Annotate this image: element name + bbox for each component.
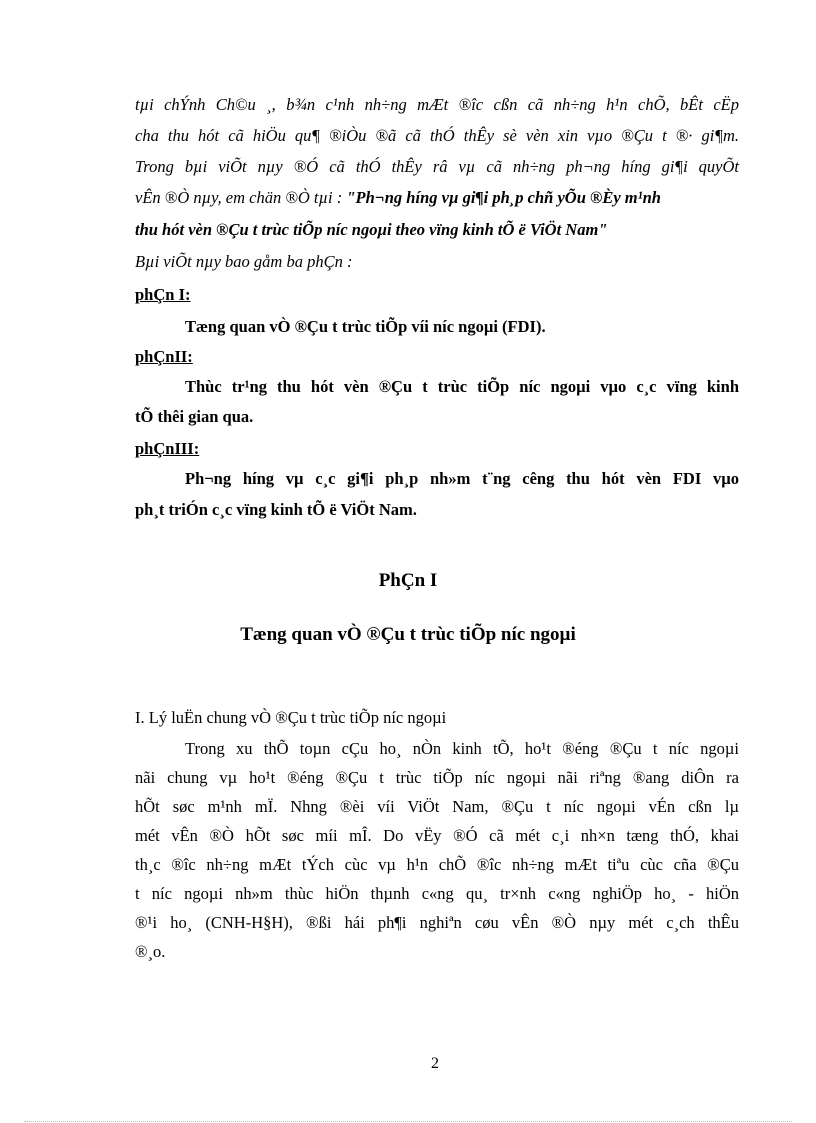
chapter-label: PhÇn I xyxy=(378,570,438,591)
paragraph-line-3: hÕt søc m¹nh mÏ. Nhng ®èi víi ViÖt Nam, ®Çu t níc ngoµi vÉn cßn lµ xyxy=(135,797,739,816)
topic-title-part1: "Ph¬ng híng vµ gi¶i ph¸p chñ yÕu ®Èy m¹nh xyxy=(346,188,661,207)
paragraph-line-1: Trong xu thÕ toµn cÇu ho¸ nÒn kinh tÕ, ho¹t ®éng ®Çu t níc ngoµi xyxy=(185,739,739,758)
paragraph-line-4: mét vÊn ®Ò hÕt søc míi mÎ. Do vËy ®Ó cã mét c¸i nh×n tæng thÓ, khai xyxy=(135,826,739,845)
part-2-title-line-1: Thùc tr¹ng thu hót vèn ®Çu t trùc tiÕp níc ngoµi vµo c¸c vïng kinh xyxy=(185,377,739,396)
part-3-title-line-1: Ph¬ng híng vµ c¸c gi¶i ph¸p nh»m t¨ng cêng thu hót vèn FDI vµo xyxy=(185,469,739,488)
structure-line: Bµi viÕt nµy bao gåm ba phÇn : xyxy=(135,252,353,271)
paragraph-line-2: nãi chung vµ ho¹t ®éng ®Çu t trùc tiÕp níc ngoµi nãi riªng ®ang diÔn ra xyxy=(135,768,739,787)
intro-line-1: tµi chÝnh Ch©u ¸, b¾n c¹nh nh÷ng mÆt ®îc cßn cã nh÷ng h¹n chÕ, bÊt cËp xyxy=(135,95,739,114)
paragraph-line-7: ®¹i ho¸ (CNH-H§H), ®ßi hái ph¶i nghiªn cøu vÊn ®Ò nµy mét c¸ch thÊu xyxy=(135,913,739,932)
part-2-label: phÇnII: xyxy=(135,347,193,366)
page-bottom-divider xyxy=(24,1121,792,1122)
paragraph-last-line: ®¸o. xyxy=(135,942,166,961)
topic-title-part2: thu hót vèn ®Çu t trùc tiÕp níc ngoµi theo vïng kinh tÕ ë ViÖt Nam" xyxy=(135,220,608,239)
topic-line xyxy=(135,188,739,208)
topic-intro: vÊn ®Ò nµy, em chän ®Ò tµi : xyxy=(135,188,347,207)
intro-line-2: cha thu hót cã hiÖu qu¶ ®iÒu ®ã cã thÓ thÊy sè vèn xin vµo ®Çu t ®· gi¶m. xyxy=(135,126,739,145)
part-1-label: phÇn I: xyxy=(135,285,191,304)
part-3-label: phÇnIII: xyxy=(135,439,200,458)
part-3-title-line-2: ph¸t triÓn c¸c vïng kinh tÕ ë ViÖt Nam. xyxy=(135,500,417,519)
intro-line-3: Trong bµi viÕt nµy ®Ó cã thÓ thÊy râ vµ cã nh÷ng ph¬ng híng gi¶i quyÕt xyxy=(135,157,739,176)
section-heading: I. Lý luËn chung vÒ ®Çu t trùc tiÕp níc ngoµi xyxy=(135,708,447,727)
part-2-title-line-2: tÕ thêi gian qua. xyxy=(135,407,254,426)
paragraph-line-6: t níc ngoµi nh»m thùc hiÖn thµnh c«ng qu¸ tr×nh c«ng nghiÖp ho¸ - hiÖn xyxy=(135,884,739,903)
part-1-title: Tæng quan vÒ ®Çu t trùc tiÕp víi níc ngoµi (FDI). xyxy=(185,317,546,336)
chapter-title: Tæng quan vÒ ®Çu t trùc tiÕp níc ngoµi xyxy=(240,624,576,645)
page-number: 2 xyxy=(431,1055,439,1072)
paragraph-line-5: th¸c ®îc nh÷ng mÆt tÝch cùc vµ h¹n chÕ ®îc nh÷ng mÆt tiªu cùc cña ®Çu xyxy=(135,855,739,874)
